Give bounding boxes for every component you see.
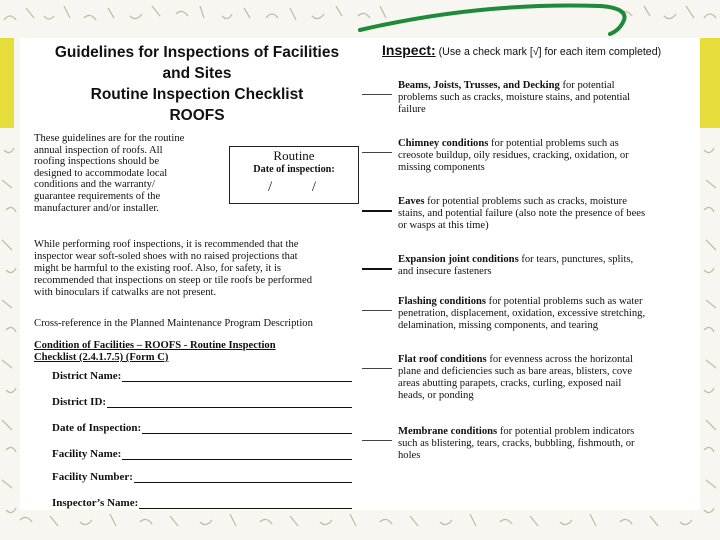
item-heading: Beams, Joists, Trusses, and Decking bbox=[398, 80, 560, 91]
item-line: plane and deficiencies such as bare areas, blisters, cove bbox=[398, 366, 633, 377]
item-line: for tears, punctures, splits, bbox=[521, 254, 634, 265]
routine-date-box bbox=[229, 146, 359, 204]
item-heading: Eaves bbox=[398, 196, 425, 207]
item-line: for potential problems such as bbox=[491, 138, 619, 149]
safety-line: might be harmful to the existing roof. Also, for safety, it is bbox=[34, 263, 282, 274]
check-blank[interactable] bbox=[362, 258, 392, 270]
field-label: Facility Number: bbox=[52, 471, 133, 484]
field-label: Date of Inspection: bbox=[52, 422, 142, 434]
item-line: for evenness across the horizontal bbox=[489, 354, 633, 365]
item-heading: Flat roof conditions bbox=[398, 354, 487, 365]
fill-in-line[interactable] bbox=[142, 423, 352, 434]
item-heading: Chimney conditions bbox=[398, 138, 489, 149]
item-line: and insecure fasteners bbox=[398, 266, 492, 277]
checklist-item-flashing bbox=[362, 296, 692, 332]
safety-line: inspector wear soft-soled shoes with no raised projections that bbox=[34, 251, 298, 262]
item-line: areas abutting parapets, cracks, curling, exposed nail bbox=[398, 378, 622, 389]
item-line: stains, and potential failure (also note the presence of bees bbox=[398, 208, 646, 219]
check-blank[interactable] bbox=[362, 300, 392, 311]
district-id-field[interactable] bbox=[52, 396, 352, 408]
cross-reference-text: Cross-reference in the Planned Maintenance Program Description bbox=[34, 318, 313, 329]
item-line: problems such as cracks, moisture stains, and potential bbox=[398, 92, 631, 103]
checklist-item-flat-roof bbox=[362, 354, 692, 402]
check-blank[interactable] bbox=[362, 142, 392, 153]
item-text bbox=[398, 426, 692, 462]
intro-paragraph bbox=[34, 133, 219, 214]
intro-line: manufacturer and/or installer. bbox=[34, 202, 160, 214]
item-text bbox=[398, 80, 692, 116]
checklist-item-eaves bbox=[362, 196, 692, 232]
date-entry-slashes[interactable]: / / bbox=[267, 179, 335, 195]
item-heading: Expansion joint conditions bbox=[398, 254, 519, 265]
checklist-item-membrane bbox=[362, 426, 692, 462]
field-label: District Name: bbox=[52, 370, 122, 382]
title-line: Guidelines for Inspections of Facilities bbox=[54, 44, 340, 61]
intro-line: guarantee requirements of the bbox=[34, 190, 161, 202]
item-line: creosote buildup, oily residues, cracking, oxidation, or bbox=[398, 150, 629, 161]
item-line: for potential problems such as water bbox=[488, 296, 643, 307]
facility-name-field[interactable] bbox=[52, 448, 352, 460]
item-line: such as blistering, tears, cracks, bubbling, fishmouth, or bbox=[398, 438, 635, 449]
item-line: holes bbox=[398, 450, 421, 461]
intro-line: designed to accommodate local bbox=[34, 167, 168, 179]
date-of-inspection-field[interactable] bbox=[52, 422, 352, 434]
field-label: Facility Name: bbox=[52, 448, 122, 460]
item-line: delamination, missing components, and tearing bbox=[398, 320, 599, 331]
safety-line: with binoculars if catwalks are not present. bbox=[34, 287, 217, 298]
district-name-field[interactable] bbox=[52, 370, 352, 382]
item-line: failure bbox=[398, 104, 426, 115]
condition-form-title bbox=[34, 340, 334, 364]
intro-line: conditions and the warranty/ bbox=[34, 179, 155, 191]
field-label: District ID: bbox=[52, 396, 107, 408]
facility-number-field[interactable] bbox=[52, 471, 352, 483]
yellow-side-tab-left bbox=[0, 38, 14, 128]
inspection-checklist-document bbox=[20, 38, 700, 510]
safety-line: While performing roof inspections, it is recommended that the bbox=[34, 239, 299, 250]
checklist-item-expansion-joint bbox=[362, 254, 692, 278]
inspect-header bbox=[382, 42, 700, 58]
item-heading: Flashing conditions bbox=[398, 296, 487, 307]
item-text bbox=[398, 354, 692, 402]
check-blank[interactable] bbox=[362, 430, 392, 441]
green-swoosh-decoration bbox=[0, 0, 720, 40]
title-line: and Sites bbox=[162, 65, 232, 82]
inspect-instructions: (Use a check mark [√] for each item completed) bbox=[438, 46, 662, 58]
title-line: ROOFS bbox=[169, 107, 225, 124]
item-line: for potential problems such as cracks, moisture bbox=[427, 196, 627, 207]
check-blank[interactable] bbox=[362, 358, 392, 369]
fill-in-line[interactable] bbox=[122, 371, 352, 382]
title-line: Routine Inspection Checklist bbox=[90, 86, 304, 103]
intro-line: These guidelines are for the routine bbox=[34, 133, 185, 144]
fill-in-line[interactable] bbox=[134, 472, 352, 483]
document-title bbox=[30, 42, 364, 126]
item-text bbox=[398, 196, 692, 232]
fill-in-line[interactable] bbox=[139, 498, 352, 509]
check-blank[interactable] bbox=[362, 84, 392, 95]
fill-in-line[interactable] bbox=[107, 397, 352, 408]
routine-label: Routine bbox=[273, 148, 315, 163]
checklist-item-chimney bbox=[362, 138, 692, 174]
item-line: for potential bbox=[562, 80, 615, 91]
item-line: or wasps at this time) bbox=[398, 220, 489, 231]
item-heading: Membrane conditions bbox=[398, 426, 498, 437]
field-label: Inspector’s Name: bbox=[52, 497, 139, 510]
item-text bbox=[398, 296, 692, 332]
item-line: penetration, displacement, oxidation, excessive stretching, bbox=[398, 308, 646, 319]
condition-line: Condition of Facilities – ROOFS - Routine Inspection bbox=[34, 340, 276, 351]
checklist-item-beams bbox=[362, 80, 692, 116]
check-blank[interactable] bbox=[362, 200, 392, 212]
fill-in-line[interactable] bbox=[122, 449, 352, 460]
intro-line: roofing inspections should be bbox=[34, 156, 160, 168]
inspect-label: Inspect: bbox=[382, 42, 436, 58]
item-line: for potential problem indicators bbox=[499, 426, 635, 437]
safety-paragraph bbox=[34, 239, 352, 299]
item-line: missing components bbox=[398, 162, 485, 173]
item-text bbox=[398, 138, 692, 174]
item-line: heads, or ponding bbox=[398, 390, 474, 401]
intro-line: annual inspection of roofs. All bbox=[34, 144, 163, 156]
safety-line: recommended that inspections on steep or tile roofs be performed bbox=[34, 275, 312, 286]
inspection-fields bbox=[52, 370, 352, 520]
inspector-name-field[interactable] bbox=[52, 497, 352, 509]
condition-line: Checklist (2.4.1.7.5) (Form C) bbox=[34, 352, 169, 363]
date-of-inspection-label: Date of inspection: bbox=[253, 164, 335, 175]
item-text bbox=[398, 254, 692, 278]
yellow-side-tab-right bbox=[700, 38, 720, 128]
